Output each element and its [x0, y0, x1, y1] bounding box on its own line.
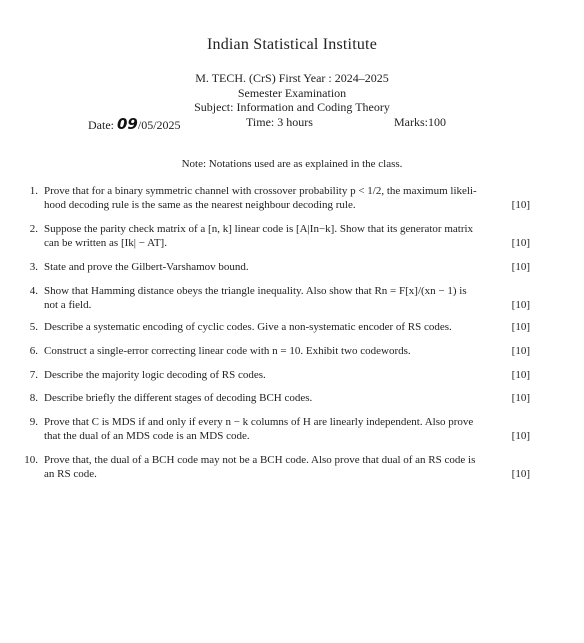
question-text [44, 415, 536, 443]
question-line: Describe the majority logic decoding of RS codes. [44, 369, 266, 381]
question-marks: [10] [511, 392, 530, 404]
question-line: Describe briefly the different stages of decoding BCH codes. [44, 392, 313, 404]
question-line: can be written as [Ik| − AT]. [44, 237, 167, 249]
question-number: 6. [29, 345, 38, 357]
question-marks: [10] [511, 199, 530, 211]
question-marks: [10] [511, 468, 530, 480]
question-text [44, 222, 536, 250]
question-line: Construct a single-error correcting linear code with n = 10. Exhibit two codewords. [44, 345, 411, 357]
subject-line: Subject: Information and Coding Theory [194, 100, 390, 114]
question-number: 9. [29, 416, 38, 428]
question-text [44, 260, 536, 274]
question-text [44, 391, 536, 405]
question-number: 5. [29, 321, 38, 333]
exam-line: Semester Examination [237, 86, 347, 100]
exam-date [88, 115, 181, 133]
question-marks: [10] [511, 321, 530, 333]
date-rest: /05/2025 [137, 118, 181, 132]
institute-title: Indian Statistical Institute [206, 36, 377, 53]
question-item [18, 222, 536, 250]
question-marks: [10] [511, 430, 530, 442]
question-number: 8. [29, 392, 38, 404]
question-number: 4. [29, 285, 38, 297]
question-item [18, 320, 536, 334]
program-line: M. TECH. (CrS) First Year : 2024–2025 [195, 71, 389, 85]
question-line: Prove that C is MDS if and only if every n − k columns of H are linearly independent. Also prove [44, 416, 474, 428]
question-item [18, 368, 536, 382]
question-number: 2. [29, 223, 38, 235]
question-line: Prove that, the dual of a BCH code may not be a BCH code. Also prove that dual of an RS code is [44, 454, 476, 466]
question-text [44, 368, 536, 382]
question-line: Prove that for a binary symmetric channel with crossover probability p < 1/2, the maximum likeli- [44, 185, 477, 197]
exam-time: Time: 3 hours [246, 115, 313, 129]
question-text [44, 284, 536, 312]
question-marks: [10] [511, 369, 530, 381]
question-text [44, 320, 536, 334]
question-line: Suppose the parity check matrix of a [n, k] linear code is [A|In−k]. Show that its generator matrix [44, 223, 474, 235]
question-marks: [10] [511, 299, 530, 311]
question-item [18, 284, 536, 312]
question-number: 10. [24, 454, 38, 466]
question-item [18, 344, 536, 358]
question-number: 1. [29, 185, 38, 197]
question-marks: [10] [511, 261, 530, 273]
question-line: that the dual of an MDS code is an MDS code. [44, 430, 250, 442]
question-item [18, 260, 536, 274]
handwritten-day: 09 [117, 115, 138, 133]
total-marks: Marks:100 [394, 115, 446, 129]
question-text [44, 344, 536, 358]
question-item [18, 415, 536, 443]
question-item [18, 391, 536, 405]
question-text [44, 184, 536, 212]
question-number: 3. [29, 261, 38, 273]
question-line: Describe a systematic encoding of cyclic codes. Give a non-systematic encoder of RS codes. [44, 321, 452, 333]
question-marks: [10] [511, 345, 530, 357]
question-line: Show that Hamming distance obeys the triangle inequality. Also show that Rn = F[x]/(xn − 1) is [44, 285, 467, 297]
question-marks: [10] [511, 237, 530, 249]
question-item [18, 453, 536, 481]
exam-note: Note: Notations used are as explained in the class. [181, 158, 403, 170]
question-line: not a field. [44, 299, 92, 311]
question-number: 7. [29, 369, 38, 381]
question-line: hood decoding rule is the same as the nearest neighbour decoding rule. [44, 199, 356, 211]
question-item [18, 184, 536, 212]
date-label: Date: [88, 118, 114, 132]
question-line: State and prove the Gilbert-Varshamov bound. [44, 261, 249, 273]
question-text [44, 453, 536, 481]
question-line: an RS code. [44, 468, 97, 480]
